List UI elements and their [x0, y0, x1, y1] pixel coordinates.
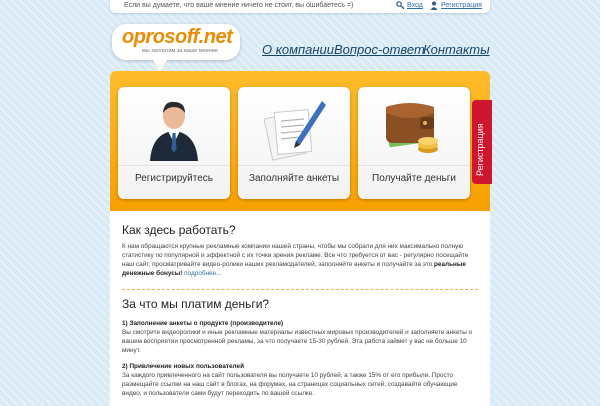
- main-content: [110, 211, 490, 406]
- step-label: Заполняйте анкеты: [238, 165, 350, 192]
- step-label: Регистрируйтесь: [118, 165, 230, 192]
- nav-faq[interactable]: Вопрос-ответ: [334, 42, 425, 57]
- logo[interactable]: [112, 24, 240, 60]
- logo-name: oprosoff.net: [122, 26, 233, 48]
- register-link[interactable]: Регистрация: [441, 2, 482, 9]
- login-link[interactable]: Вход: [407, 2, 423, 9]
- documents-pen-icon: [264, 99, 326, 161]
- step-surveys[interactable]: [238, 87, 350, 199]
- more-link[interactable]: подробнее...: [184, 270, 222, 277]
- register-side-tab[interactable]: [472, 100, 492, 184]
- top-bar: [110, 0, 490, 13]
- why-item-text: За каждого привлеченного на сайт пользователя вы получаете 10 рублей, а также 15% от его прибыли. Просто размещайте ссылки на наш сайт в блогах, на форумах, на страницах социальных сетей, создавайте обучающие видео, и пользователи сами будут переходить по вашей ссылке.: [122, 372, 458, 397]
- nav-about[interactable]: О компании: [262, 42, 335, 57]
- divider: [122, 289, 478, 290]
- businessman-icon: [144, 99, 204, 161]
- step-money[interactable]: [358, 87, 470, 199]
- nav-contacts[interactable]: Контакты: [423, 42, 490, 57]
- how-text: К нам обращаются крупные рекламные компании нашей страны, чтобы мы собрали для них максимально полную статистику по популярной и эффектной с их точки зрения рекламе. Все что требуется от вас - регулярно посещайте наш сайт, просматривайте видео-ролики наших рекламодателей, заполняйте анкеты и получайте за это реальные денежные бонусы! подробнее...: [122, 243, 469, 277]
- logo-tagline: мы заплатим за ваше мнение: [142, 48, 218, 54]
- slogan: Если вы думаете, что ваше мнение ничего не стоит, вы ошибаетесь =): [124, 2, 354, 9]
- why-item-heading: 1) Заполнение анкеты о продукте (производителе): [122, 320, 284, 327]
- why-item-heading: 2) Привлечение новых пользователей: [122, 363, 245, 370]
- steps-panel: [110, 71, 490, 211]
- why-item-text: Вы смотрите видеоролики и иные рекламные материалы известных мировых производителей и заполняете анкеты о вашем восприятии просмотренной рекламы, за что получаете 15-30 рублей. Эта работа займет у вас не больше 10 минут.: [122, 329, 473, 354]
- how-title: Как здесь работать?: [122, 223, 236, 237]
- key-icon: [396, 1, 405, 12]
- wallet-money-icon: [384, 99, 446, 161]
- how-bold: реальные денежные бонусы!: [122, 261, 466, 277]
- step-label: Получайте деньги: [358, 165, 470, 192]
- user-icon: [430, 1, 438, 12]
- why-title: За что мы платим деньги?: [122, 297, 270, 311]
- step-register[interactable]: [118, 87, 230, 199]
- register-side-tab-label: Регистрация: [475, 123, 485, 176]
